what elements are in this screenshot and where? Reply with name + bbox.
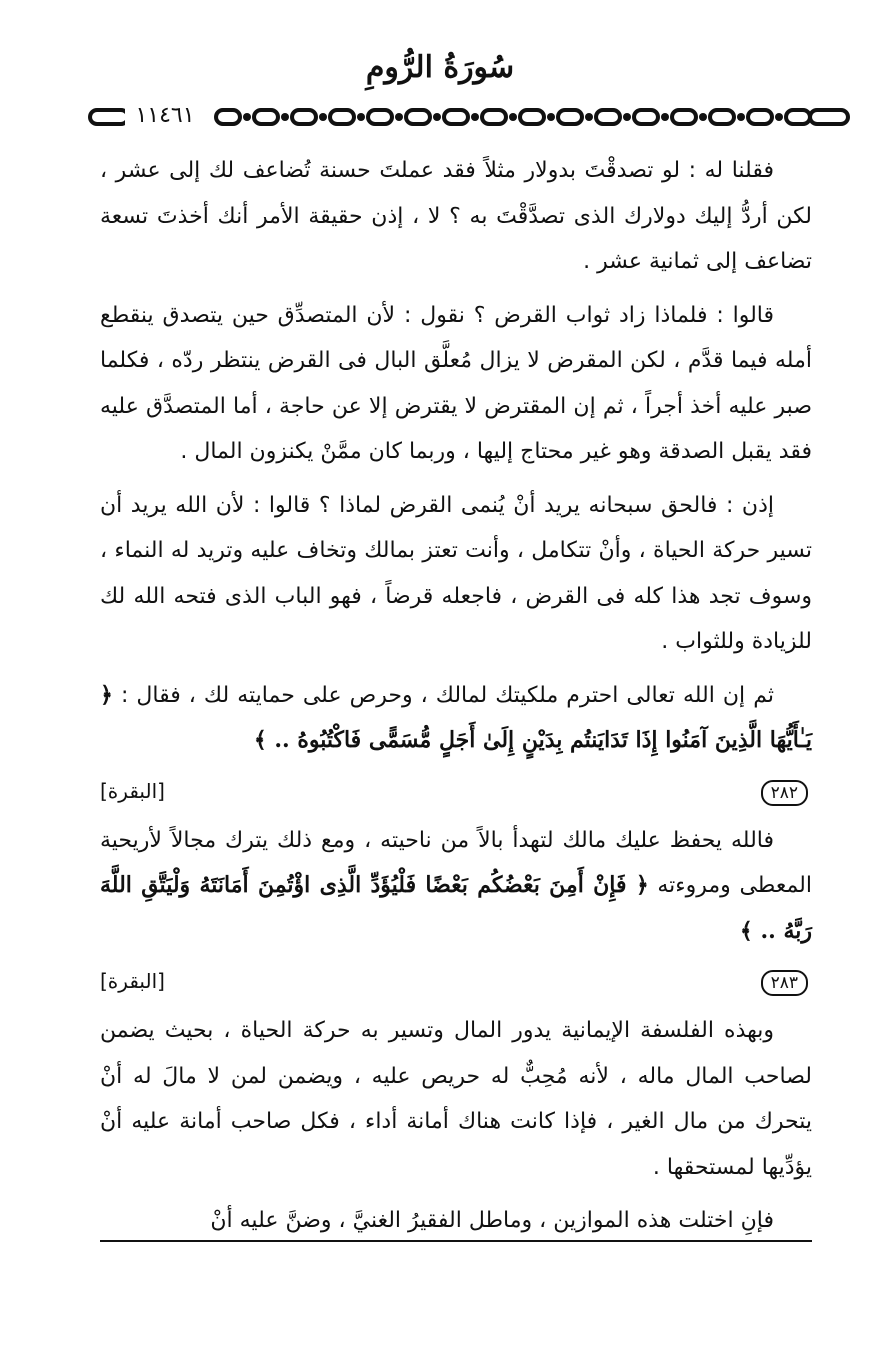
surah-reference: [البقرة] xyxy=(100,778,165,803)
surah-title: سُورَةُ الرُّومِ xyxy=(365,50,515,85)
paragraph-1: فقلنا له : لو تصدقْتَ بدولار مثلاً فقد عملتَ حسنة تُضاعف لك إلى عشر ، لكن أردُّ إليك دولارك الذى تصدَّقْتَ به ؟ لا ، إذن حقيقة الأمر أنك أخذتَ تسعة تضاعف إلى ثمانية عشر . xyxy=(100,158,812,274)
paragraph-7: فإنِ اختلت هذه الموازين ، وماطل الفقيرُ الغنيَّ ، وضنَّ عليه أنْ xyxy=(210,1208,774,1233)
verse-2-number-group xyxy=(757,959,812,1005)
paragraph-6: وبهذه الفلسفة الإيمانية يدور المال وتسير به حركة الحياة ، بحيث يضمن لصاحب المال ماله ، لأنه مُحِبٌّ له حريص عليه ، ويضمن لمن لا مالَ له أنْ يتحرك من مال الغير ، فإذا كانت هناك أمانة أداء ، فكل صاحب أمانة عليه أنْ يؤدِّيها لمستحقها . xyxy=(100,1018,812,1180)
paragraph-3: إذن : فالحق سبحانه يريد أنْ يُنمى القرض لماذا ؟ قالوا : لأن الله يريد أن تسير حركة الحياة ، وأنْ تتكامل ، وأنت تعتز بمالك وتخاف عليه وتريد له النماء ، وسوف تجد هذا كله فى القرض ، فاجعله قرضاً ، فهو الباب الذى فتحه الله لك للزيادة وللثواب . xyxy=(100,492,812,654)
ayah-number-badge: ٢٨٣ xyxy=(761,970,808,996)
verse-1-number-group xyxy=(757,769,812,815)
quran-verse-2: ﴿ فَإِنْ أَمِنَ بَعْضُكُم بَعْضًا فَلْيُؤَدِّ الَّذِى اؤْتُمِنَ أَمَانَتَهُ وَلْيَتَّقِ اللَّهَ رَبَّهُ .. ﴾ xyxy=(100,872,812,944)
paragraph-2: قالوا : فلماذا زاد ثواب القرض ؟ نقول : لأن المتصدِّق حين يتصدق ينقطع أمله فيما قدَّم ، لكن المقرض لا يزال مُعلَّق البال فى القرض ينتظر ردّه ، فكلما صبر عليه أخذ أجراً ، ثم إن المقترض لا يقترض إلا عن حاجة ، أما المتصدَّق عليه فقد يقبل الصدقة وهو غير محتاج إليها ، وربما كان ممَّنْ يكنزون المال . xyxy=(100,302,812,464)
footer-divider xyxy=(100,1240,812,1242)
paragraph-5 xyxy=(100,818,812,955)
paragraph-4 xyxy=(100,673,812,764)
verse-2-reference-row xyxy=(100,962,812,1002)
quran-verse-1: ﴿ يَـٰأَيُّهَا الَّذِينَ آمَنُوا إِذَا تَدَايَنتُم بِدَيْنٍ إِلَىٰ أَجَلٍ مُّسَمًّى فَاكْتُبُوهُ .. ﴾ xyxy=(100,681,812,753)
page-number: ١١٤٦١ xyxy=(125,101,205,131)
ayah-number-badge: ٢٨٢ xyxy=(761,780,808,806)
main-text xyxy=(100,148,812,1252)
surah-reference: [البقرة] xyxy=(100,969,165,994)
paragraph-4-intro: ثم إن الله تعالى احترم ملكيتك لمالك ، وحرص على حمايته لك ، فقال : xyxy=(120,682,774,708)
paragraph-5-text: فالله يحفظ عليك مالك لتهدأ بالاً من ناحيته ، ومع ذلك يترك مجالاً لأريحية المعطى ومروءته xyxy=(100,827,812,898)
verse-1-reference-row xyxy=(100,772,812,812)
